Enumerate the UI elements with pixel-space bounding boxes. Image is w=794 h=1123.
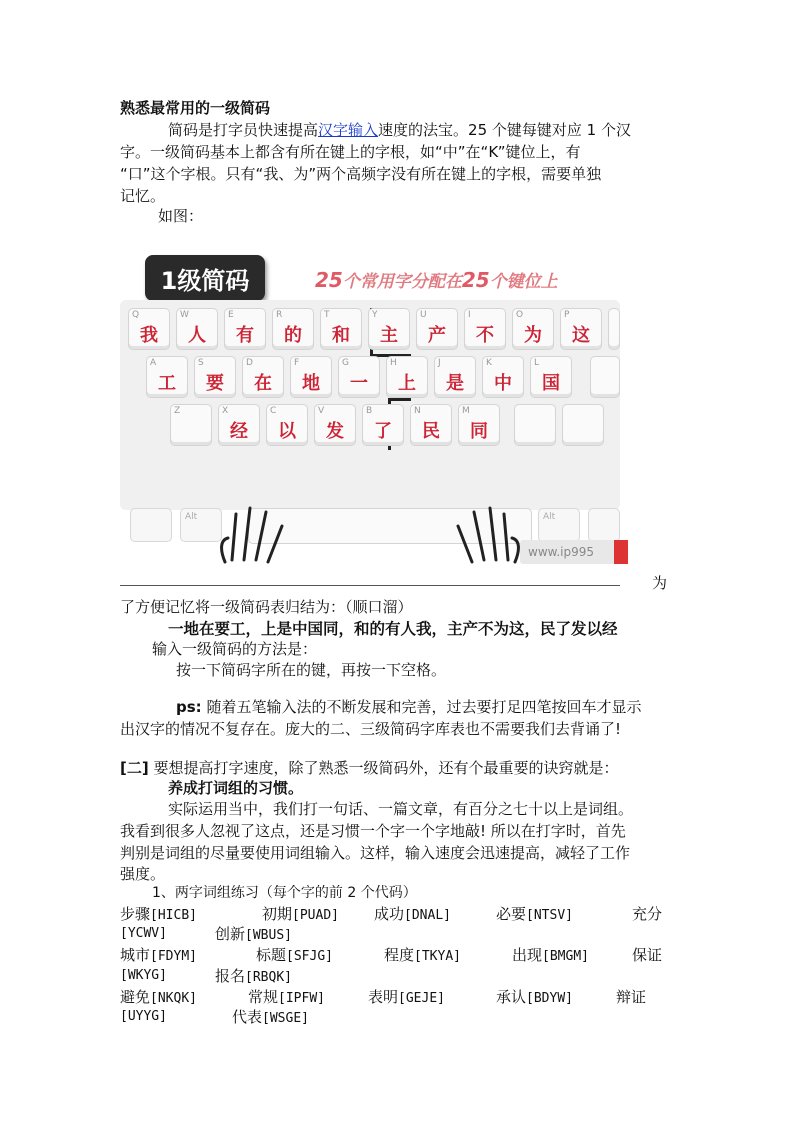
divider-line bbox=[120, 585, 620, 586]
key-letter: R bbox=[276, 310, 283, 320]
word-entry bbox=[120, 903, 197, 924]
key-h bbox=[386, 356, 428, 398]
word-entry bbox=[215, 965, 292, 986]
mnemonic-rhyme: 一地在要工，上是中国同，和的有人我，主产不为这，民了发以经 bbox=[168, 620, 618, 638]
word-code: [TKYA] bbox=[414, 949, 461, 964]
key-character: 中 bbox=[494, 373, 512, 394]
key-character: 和 bbox=[332, 325, 350, 346]
practice-title: 1、两字词组练习（每个字的前 2 个代码） bbox=[152, 885, 417, 901]
key-character: 了 bbox=[374, 421, 392, 442]
key-character: 工 bbox=[158, 373, 176, 394]
blank-key bbox=[562, 404, 604, 446]
key-letter: T bbox=[324, 310, 330, 320]
key-letter: Y bbox=[372, 310, 378, 320]
key-character: 一 bbox=[350, 373, 368, 394]
word-entry bbox=[120, 986, 197, 1007]
word: 辩证 bbox=[616, 988, 647, 1006]
key-character: 要 bbox=[206, 373, 224, 394]
word-entry bbox=[496, 903, 573, 924]
key-c bbox=[266, 404, 308, 446]
key-character: 为 bbox=[524, 325, 542, 346]
blank-key bbox=[514, 404, 556, 446]
word-entry bbox=[256, 944, 333, 965]
caption-text: 个键位上 bbox=[489, 272, 558, 292]
word-code: [WBUS] bbox=[245, 928, 292, 943]
word-entry bbox=[496, 986, 573, 1007]
caption-text: 个常用字分配在 bbox=[342, 272, 462, 292]
word-entry bbox=[120, 944, 197, 965]
key-character: 我 bbox=[140, 325, 158, 346]
key-letter: J bbox=[438, 358, 441, 368]
paragraph-line: 记忆。 bbox=[120, 187, 166, 205]
key-letter: X bbox=[222, 406, 229, 416]
word-code: [IPFW] bbox=[278, 991, 325, 1006]
key-character: 不 bbox=[476, 325, 494, 346]
key-character: 人 bbox=[188, 325, 206, 346]
word-entry bbox=[262, 903, 339, 924]
key-l bbox=[530, 356, 572, 398]
paragraph-line: 我看到很多人忽视了这点，还是习惯一个字一个字地敲! 所以在打字时，首先 bbox=[120, 822, 626, 840]
word-code: [PUAD] bbox=[292, 908, 339, 923]
key-character: 主 bbox=[380, 325, 398, 346]
text: 简码是打字员快速提高 bbox=[168, 121, 319, 139]
key-letter: M bbox=[462, 406, 470, 416]
key-letter: N bbox=[414, 406, 421, 416]
key-character: 在 bbox=[254, 373, 272, 394]
key-letter: E bbox=[228, 310, 234, 320]
key-letter: B bbox=[366, 406, 373, 416]
key-r bbox=[272, 308, 314, 350]
key-g bbox=[338, 356, 380, 398]
key-character: 国 bbox=[542, 373, 560, 394]
word-code: [NTSV] bbox=[526, 908, 573, 923]
word: 程度 bbox=[384, 946, 415, 964]
caption-number: 25 bbox=[461, 268, 490, 292]
word: 成功 bbox=[374, 905, 405, 923]
word: 保证 bbox=[632, 946, 663, 964]
word: 初期 bbox=[262, 905, 293, 923]
word: 表明 bbox=[368, 988, 399, 1006]
key-letter: Alt bbox=[543, 512, 556, 522]
key-letter: H bbox=[390, 358, 397, 368]
word-code: [DNAL] bbox=[404, 908, 451, 923]
key-p bbox=[560, 308, 602, 350]
key-letter: D bbox=[246, 358, 253, 368]
key-x bbox=[218, 404, 260, 446]
word-entry bbox=[215, 923, 292, 944]
key-character: 发 bbox=[326, 421, 344, 442]
key-letter: A bbox=[150, 358, 157, 368]
right-hand-icon bbox=[458, 508, 518, 562]
figure-badge: 1级简码 bbox=[145, 255, 265, 301]
key-letter: L bbox=[534, 358, 540, 368]
ps-note-line bbox=[176, 696, 641, 717]
key-j bbox=[434, 356, 476, 398]
keyboard bbox=[120, 300, 620, 559]
key-character: 经 bbox=[230, 421, 248, 442]
word-code: [WSGE] bbox=[262, 1011, 309, 1026]
word-code: [BMGM] bbox=[542, 949, 589, 964]
key-character: 民 bbox=[422, 421, 440, 442]
key-letter: O bbox=[516, 310, 524, 320]
word-code: [HICB] bbox=[150, 908, 197, 923]
key-m bbox=[458, 404, 500, 446]
word: 避免 bbox=[120, 988, 151, 1006]
key-letter: U bbox=[420, 310, 427, 320]
word-code: [RBQK] bbox=[245, 970, 292, 985]
key-n bbox=[410, 404, 452, 446]
key-s bbox=[194, 356, 236, 398]
word: 常规 bbox=[248, 988, 279, 1006]
key-y bbox=[368, 308, 410, 350]
word-entry bbox=[384, 944, 461, 965]
key-letter: Alt bbox=[185, 512, 198, 522]
key-character: 有 bbox=[236, 325, 254, 346]
paragraph-line: 输入一级简码的方法是： bbox=[152, 640, 318, 658]
key-character: 以 bbox=[278, 421, 296, 442]
word: 充分 bbox=[632, 905, 663, 923]
key-i bbox=[464, 308, 506, 350]
section-heading: 熟悉最常用的一级简码 bbox=[120, 99, 271, 117]
paragraph-line: 了方便记忆将一级简码表归结为：（顺口溜） bbox=[120, 598, 413, 616]
paragraph-line: 出汉字的情况不复存在。庞大的二、三级简码字库表也不需要我们去背诵了! bbox=[120, 720, 622, 738]
key-character: 上 bbox=[398, 373, 416, 394]
key-b bbox=[362, 404, 404, 446]
word-entry bbox=[374, 903, 451, 924]
key-a bbox=[146, 356, 188, 398]
paragraph-line: 强度。 bbox=[120, 865, 166, 883]
key-letter: Z bbox=[174, 406, 181, 416]
word: 必要 bbox=[496, 905, 527, 923]
keyboard-figure bbox=[120, 245, 620, 575]
word: 代表 bbox=[232, 1008, 263, 1026]
ps-label: ps: bbox=[176, 698, 202, 716]
paragraph-line: 判别是词组的尽量要使用词组输入。这样，输入速度会迅速提高，减轻了工作 bbox=[120, 844, 631, 862]
key-letter: I bbox=[468, 310, 471, 320]
key-v bbox=[314, 404, 356, 446]
word-entry bbox=[616, 986, 646, 1007]
key-t bbox=[320, 308, 362, 350]
word-entry bbox=[120, 923, 167, 941]
caption-number: 25 bbox=[315, 268, 343, 292]
paragraph-line: 如图： bbox=[158, 207, 204, 225]
key-letter: K bbox=[486, 358, 492, 368]
word-code: [FDYM] bbox=[150, 949, 197, 964]
key-character: 产 bbox=[428, 325, 446, 346]
left-hand-icon bbox=[222, 508, 282, 562]
paragraph-line: 实际运用当中，我们打一句话、一篇文章，有百分之七十以上是词组。 bbox=[168, 800, 634, 818]
hanzi-input-link[interactable]: 汉字输入 bbox=[318, 121, 379, 139]
key-u bbox=[416, 308, 458, 350]
key-w bbox=[176, 308, 218, 350]
hand-divider bbox=[390, 398, 411, 401]
section-number: [二] bbox=[120, 759, 149, 777]
key-character: 同 bbox=[470, 421, 488, 442]
key-k bbox=[482, 356, 524, 398]
key-o bbox=[512, 308, 554, 350]
word-entry bbox=[248, 986, 325, 1007]
word: 城市 bbox=[120, 946, 151, 964]
word: 承认 bbox=[496, 988, 527, 1006]
paragraph-line: 按一下简码字所在的键，再按一下空格。 bbox=[176, 661, 447, 679]
key-letter: Q bbox=[132, 310, 140, 320]
paragraph-line: 为 bbox=[652, 574, 668, 592]
word: 出现 bbox=[512, 946, 543, 964]
key-q bbox=[128, 308, 170, 350]
paragraph-line bbox=[168, 119, 631, 140]
paragraph-line: “口”这个字根。只有“我、为”两个高频字没有所在键上的字根，需要单独 bbox=[120, 165, 602, 183]
hands-illustration bbox=[120, 500, 620, 575]
key-f bbox=[290, 356, 332, 398]
word-entry bbox=[232, 1006, 309, 1027]
key-letter: P bbox=[564, 310, 570, 320]
word: 步骤 bbox=[120, 905, 151, 923]
word-entry bbox=[120, 1006, 167, 1024]
word-code: [YCWV] bbox=[120, 926, 167, 941]
word-code: [BDYW] bbox=[526, 991, 573, 1006]
key-letter: S bbox=[198, 358, 204, 368]
key-character: 这 bbox=[572, 325, 590, 346]
word-entry bbox=[632, 903, 662, 924]
text: 速度的法宝。25 个键每键对应 1 个汉 bbox=[378, 121, 631, 139]
key-character: 是 bbox=[446, 373, 464, 394]
key-z bbox=[170, 404, 212, 446]
watermark-text: www.ip995 bbox=[528, 545, 595, 559]
word-code: [SFJG] bbox=[286, 949, 333, 964]
key-character: 地 bbox=[302, 373, 320, 394]
ps-text: 随着五笔输入法的不断发展和完善，过去要打足四笔按回车才显示 bbox=[206, 698, 642, 716]
blank-key bbox=[590, 356, 620, 398]
key-letter: W bbox=[180, 310, 189, 320]
word-entry bbox=[120, 965, 167, 983]
key-letter: G bbox=[342, 358, 349, 368]
blank-key bbox=[608, 308, 620, 350]
word: 报名 bbox=[215, 967, 246, 985]
word: 创新 bbox=[215, 925, 246, 943]
word-code: [GEJE] bbox=[398, 991, 445, 1006]
figure-caption bbox=[315, 267, 558, 292]
word-entry bbox=[632, 944, 662, 965]
word-code: [UYYG] bbox=[120, 1009, 167, 1024]
key-letter: V bbox=[318, 406, 325, 416]
key-e bbox=[224, 308, 266, 350]
section-two-line bbox=[120, 757, 619, 778]
key-character: 的 bbox=[284, 325, 302, 346]
key-d bbox=[242, 356, 284, 398]
word: 标题 bbox=[256, 946, 287, 964]
word-entry bbox=[512, 944, 589, 965]
key-letter: C bbox=[270, 406, 277, 416]
word-entry bbox=[368, 986, 445, 1007]
paragraph-line: 字。一级简码基本上都含有所在键上的字根，如“中”在“K”键位上，有 bbox=[120, 143, 581, 161]
section-subheading: 养成打词组的习惯。 bbox=[168, 779, 304, 797]
word-code: [WKYG] bbox=[120, 968, 167, 983]
key-letter: F bbox=[294, 358, 300, 368]
word-code: [NKQK] bbox=[150, 991, 197, 1006]
section-text: 要想提高打字速度，除了熟悉一级简码外，还有个最重要的诀窍就是： bbox=[153, 759, 619, 777]
